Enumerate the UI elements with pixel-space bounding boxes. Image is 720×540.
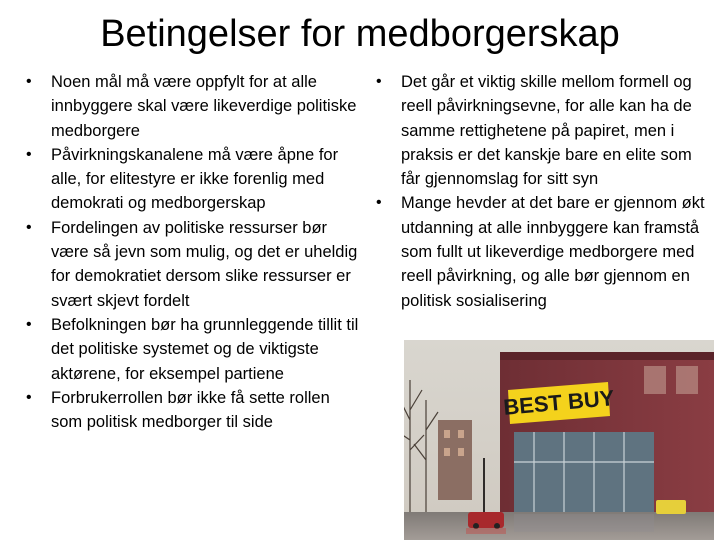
bullet-text: Forbrukerrollen bør ikke få sette rollen som politisk medborger til side [51,388,330,432]
store-photo [404,340,714,540]
bullet-icon: • [26,73,32,90]
bullet-icon: • [26,218,32,236]
bullet-item [22,143,362,216]
sign-text: BEST BUY [502,385,616,420]
bullet-text: Mange hevder at det bare er gjennom økt utdanning at alle innbyggere kan framstå som fullt ut likeverdige medborgere med reell påvirkning, og alle bør gjennom en politisk sosialisering [401,194,705,310]
bullet-icon: • [376,73,382,90]
bullet-text: Påvirkningskanalene må være åpne for alle, for elitestyre er ikke forenlig med demokrati og medborgerskap [51,145,339,213]
bullet-item [372,191,712,312]
bullet-icon: • [376,194,382,212]
slide-title: Betingelser for medborgerskap [100,13,620,55]
right-bullet-list [372,70,712,313]
bullet-text: Noen mål må være oppfylt for at alle innbyggere skal være likeverdige politiske medborgere [51,73,357,140]
bullet-icon: • [26,388,32,406]
store-entrance [514,432,654,512]
bullet-icon: • [26,315,32,333]
bullet-item [22,216,362,313]
bullet-item [372,70,712,191]
taxi [656,500,686,514]
bullet-text: Befolkningen bør ha grunnleggende tillit til det politiske systemet og de viktigste aktørene, for eksempel partiene [51,315,359,383]
bullet-item [22,70,362,143]
bullet-item [22,386,362,435]
bullet-text: Fordelingen av politiske ressurser bør være så jevn som mulig, og det er uheldig for demokratiet dersom slike ressurser er svært skjevt fordelt [51,218,358,310]
left-bullet-list [22,70,362,434]
bullet-icon: • [26,145,32,163]
bullet-item [22,313,362,386]
distant-building [438,420,472,500]
bullet-text: Det går et viktig skille mellom formell og reell påvirkningsevne, for alle kan ha de samme rettighetene på papiret, men i praksis er det kanskje bare en elite som får gjennomslag for sitt syn [401,73,692,189]
